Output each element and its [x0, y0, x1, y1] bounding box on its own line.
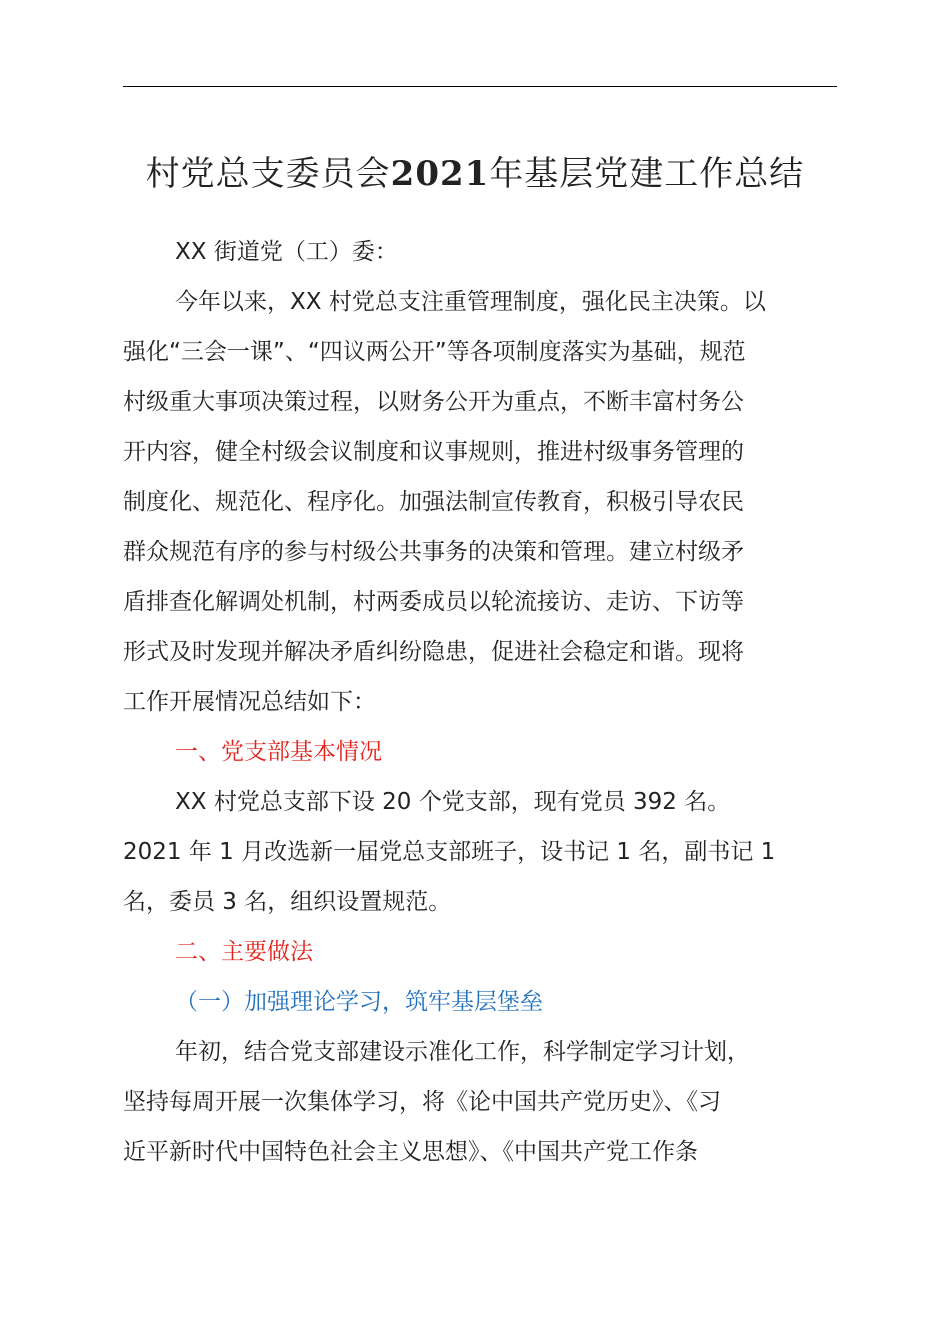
section-heading-basic-info: 一、党支部基本情况: [175, 739, 382, 765]
header-rule: [123, 86, 837, 87]
title-suffix: 年基层党建工作总结: [489, 154, 805, 194]
section-heading-main-practices: 二、主要做法: [175, 939, 313, 965]
section1-line: 名，委员 3 名，组织设置规范。: [123, 889, 452, 915]
intro-line: 群众规范有序的参与村级公共事务的决策和管理。建立村级矛: [123, 539, 744, 565]
document-title: [0, 150, 950, 198]
subsection1-line: 坚持每周开展一次集体学习，将《论中国共产党历史》、《习: [123, 1089, 721, 1115]
intro-line: 村级重大事项决策过程，以财务公开为重点，不断丰富村务公: [123, 389, 744, 415]
intro-line: 工作开展情况总结如下：: [123, 689, 376, 715]
subsection1-line: 近平新时代中国特色社会主义思想》、《中国共产党工作条: [123, 1139, 698, 1165]
subsection-heading-theory-study: （一）加强理论学习，筑牢基层堡垒: [175, 989, 543, 1015]
document-body: [123, 227, 837, 1177]
section1-line: XX 村党总支部下设 20 个党支部，现有党员 392 名。: [175, 789, 731, 815]
title-year: 2021: [390, 154, 490, 194]
intro-line: 制度化、规范化、程序化。加强法制宣传教育，积极引导农民: [123, 489, 744, 515]
intro-line: 强化“三会一课”、“四议两公开”等各项制度落实为基础，规范: [123, 339, 746, 365]
section1-line: 2021 年 1 月改选新一届党总支部班子，设书记 1 名，副书记 1: [123, 839, 776, 865]
title-prefix: 村党总支委员会: [145, 154, 391, 194]
intro-line: 今年以来，XX 村党总支注重管理制度，强化民主决策。以: [175, 289, 766, 315]
subsection1-line: 年初，结合党支部建设示准化工作，科学制定学习计划，: [175, 1039, 750, 1065]
intro-line: 形式及时发现并解决矛盾纠纷隐患，促进社会稳定和谐。现将: [123, 639, 744, 665]
intro-line: 盾排查化解调处机制，村两委成员以轮流接访、走访、下访等: [123, 589, 744, 615]
salutation: XX 街道党（工）委：: [175, 239, 398, 265]
intro-line: 开内容，健全村级会议制度和议事规则，推进村级事务管理的: [123, 439, 744, 465]
